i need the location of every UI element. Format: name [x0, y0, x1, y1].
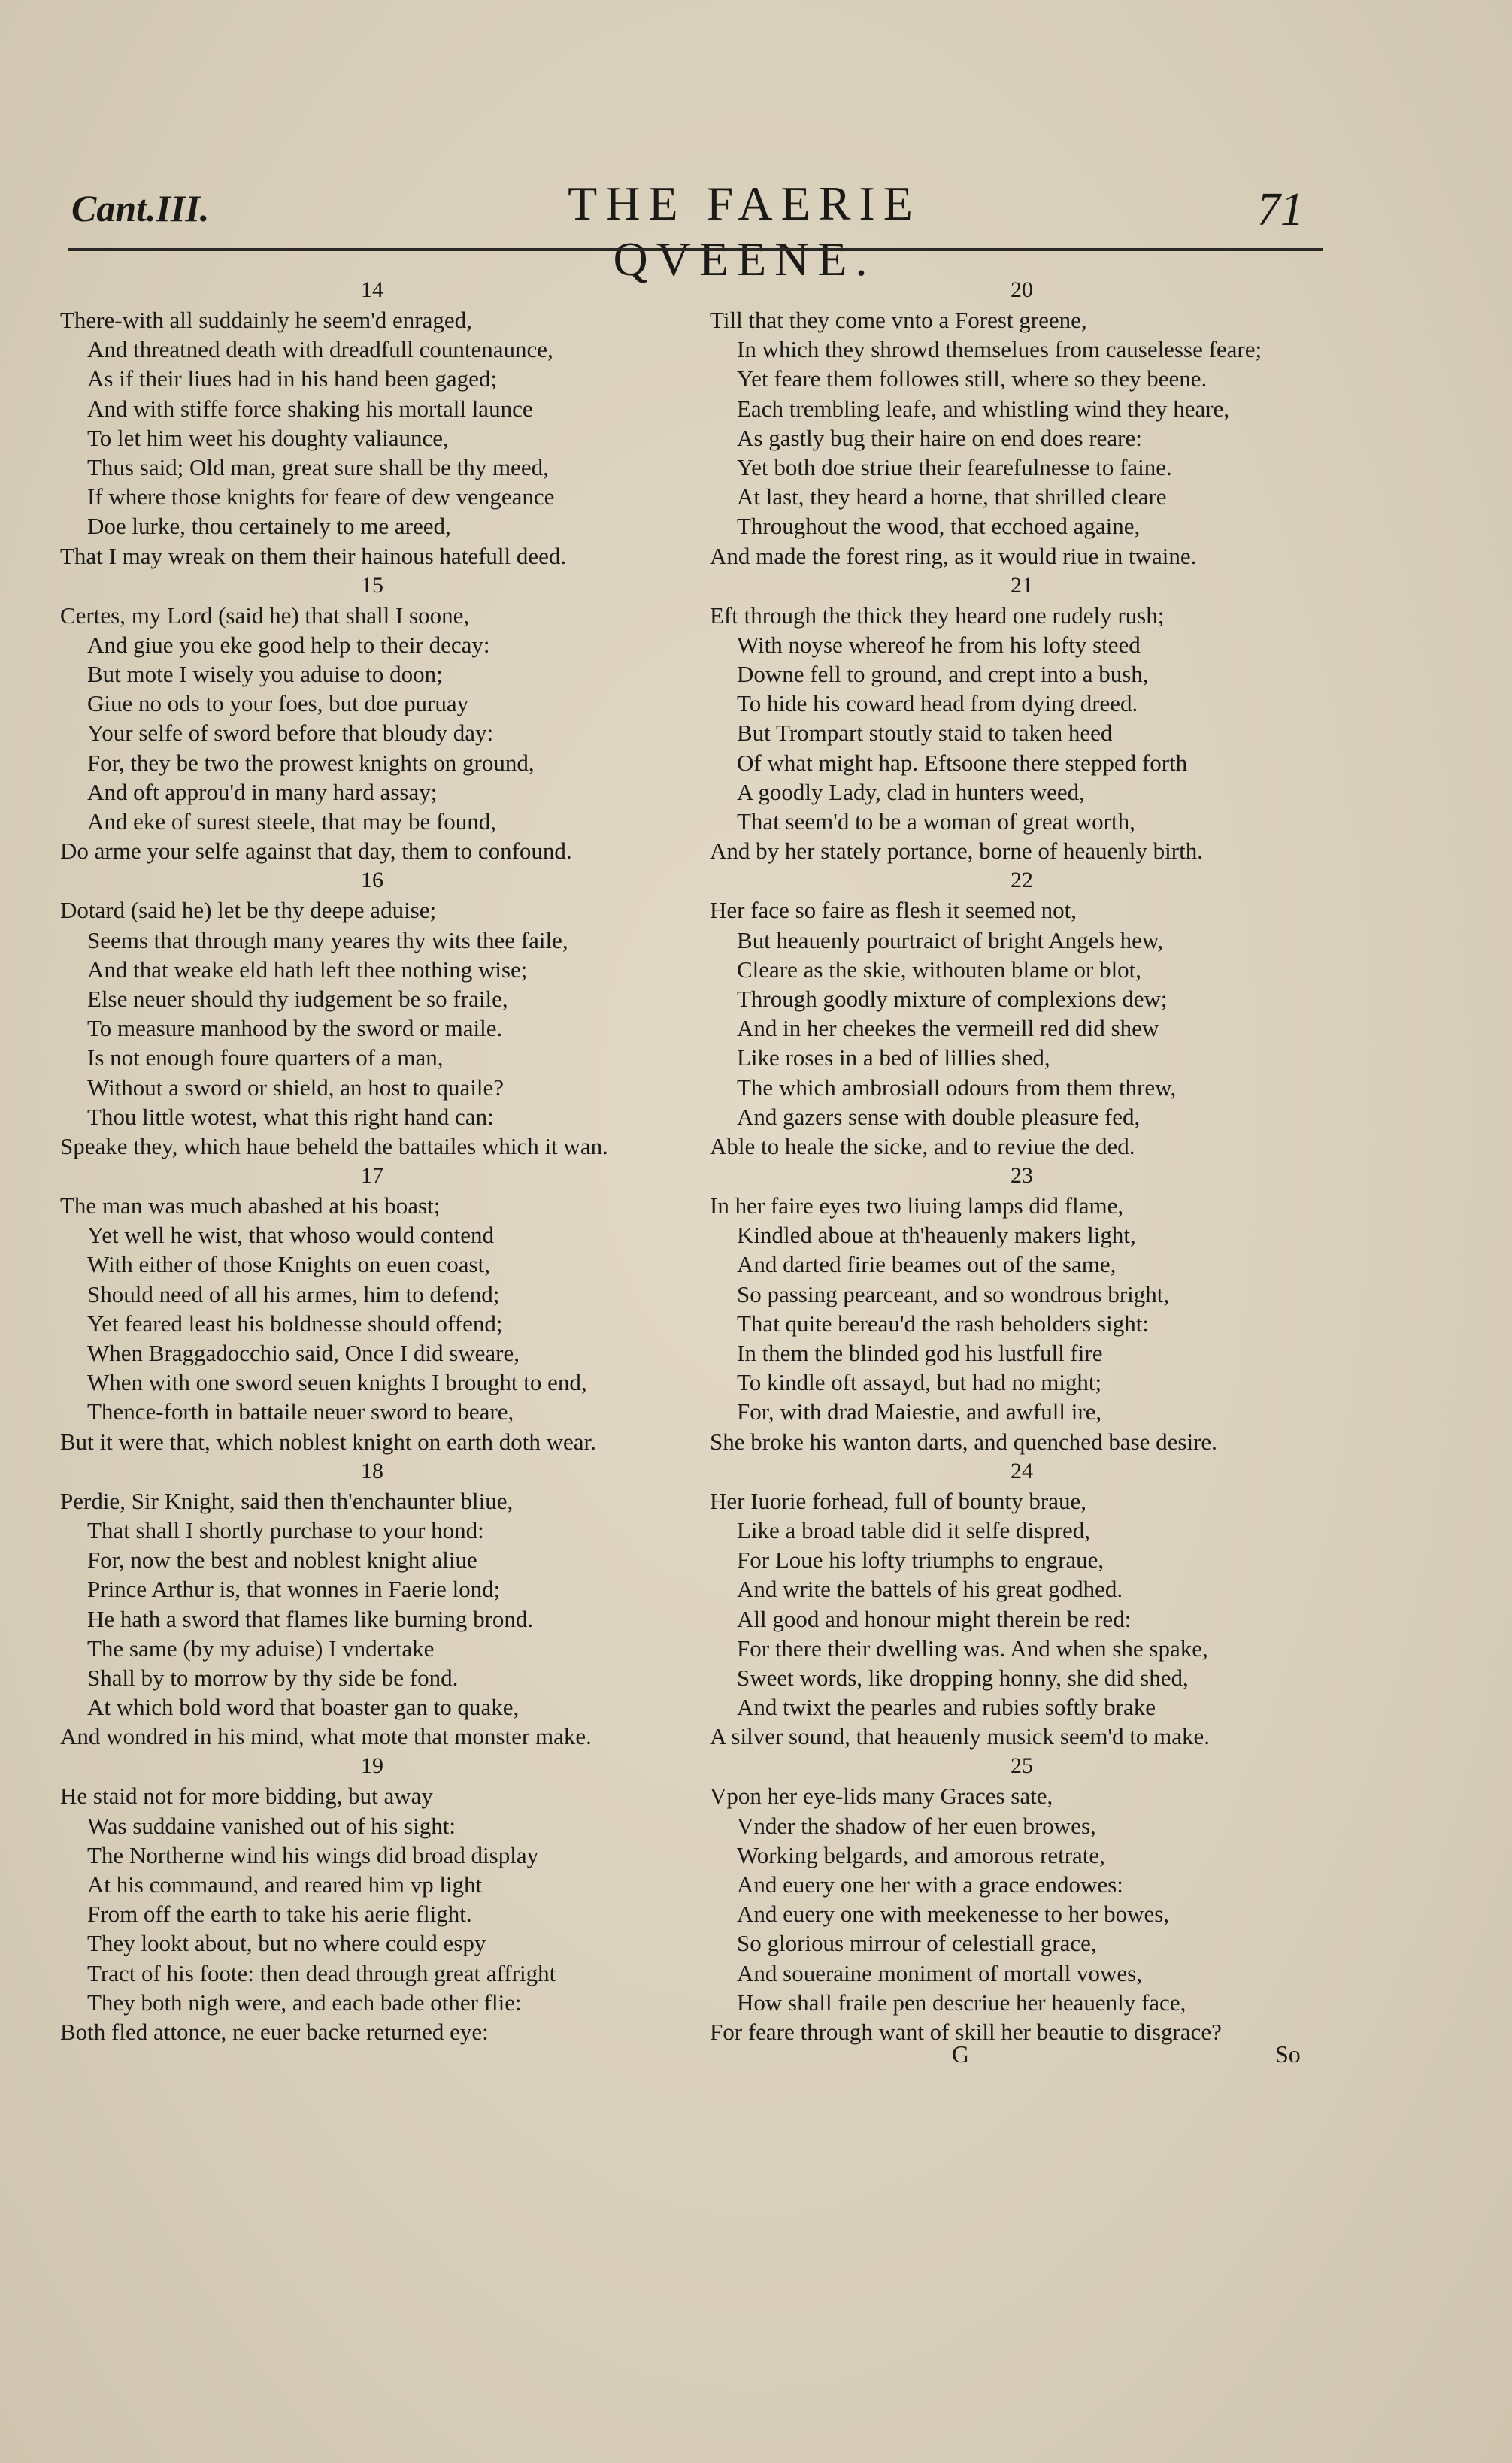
verse-line: Downe fell to ground, and crept into a bush,: [737, 661, 1149, 688]
verse-line: To hide his coward head from dying dreed.: [737, 690, 1138, 717]
catchword: So: [1275, 2040, 1301, 2068]
verse-line: Thou little wotest, what this right hand can:: [87, 1103, 494, 1130]
verse-line: And oft approu'd in many hard assay;: [87, 778, 438, 805]
verse-line: With either of those Knights on euen coast,: [87, 1251, 490, 1278]
verse-line: Thence-forth in battaile neuer sword to beare,: [87, 1398, 514, 1425]
header-rule: [68, 248, 1323, 251]
stanza: [60, 1456, 684, 1752]
verse-line: At last, they heard a horne, that shrilled cleare: [737, 483, 1167, 510]
verse-line: Sweet words, like dropping honny, she did shed,: [737, 1664, 1189, 1691]
verse-line: Yet well he wist, that whoso would contend: [87, 1222, 495, 1249]
verse-line: And darted firie beames out of the same,: [737, 1251, 1117, 1278]
stanza-number: 23: [1011, 1163, 1033, 1189]
stanza: [60, 275, 684, 571]
verse-line: But mote I wisely you aduise to doon;: [87, 661, 443, 688]
stanza: [710, 865, 1334, 1161]
verse-line: Thus said; Old man, great sure shall be thy meed,: [87, 453, 549, 480]
verse-line: But heauenly pourtraict of bright Angels hew,: [737, 926, 1164, 953]
verse-line: For, they be two the prowest knights on ground,: [87, 749, 535, 776]
stanza: [710, 1456, 1334, 1752]
verse-line: Giue no ods to your foes, but doe puruay: [87, 690, 469, 717]
verse-line: At which bold word that boaster gan to quake,: [87, 1694, 520, 1721]
verse-line: Each trembling leafe, and whistling wind they heare,: [737, 395, 1230, 422]
verse-line: Her Iuorie forhead, full of bounty braue,: [710, 1487, 1086, 1514]
verse-line: For feare through want of skill her beautie to disgrace?: [710, 2018, 1222, 2045]
verse-line: Should need of all his armes, him to defend;: [87, 1280, 500, 1307]
verse-line: To kindle oft assayd, but had no might;: [737, 1369, 1102, 1396]
verse-line: As gastly bug their haire on end does reare:: [737, 424, 1142, 451]
verse-line: That shall I shortly purchase to your hond:: [87, 1516, 484, 1544]
verse-line: For, with drad Maiestie, and awfull ire,: [737, 1398, 1102, 1425]
running-header: [0, 173, 1512, 286]
verse-line: Vpon her eye-lids many Graces sate,: [710, 1783, 1053, 1810]
stanza-number: 25: [1011, 1753, 1033, 1779]
verse-line: She broke his wanton darts, and quenched base desire.: [710, 1428, 1217, 1455]
verse-line: If where those knights for feare of dew vengeance: [87, 483, 555, 510]
verse-line: Without a sword or shield, an host to quaile?: [87, 1074, 505, 1101]
stanza-number: 22: [1011, 868, 1033, 893]
stanza-number: 19: [361, 1753, 383, 1779]
verse-line: For Loue his lofty triumphs to engraue,: [737, 1547, 1104, 1574]
verse-line: In them the blinded god his lustfull fire: [737, 1340, 1103, 1366]
stanza-number: 20: [1011, 277, 1033, 302]
page-title: THE FAERIE QVEENE.: [568, 177, 921, 286]
verse-line: And gazers sense with double pleasure fed,: [737, 1103, 1141, 1130]
left-column: [60, 275, 684, 2046]
verse-line: The which ambrosiall odours from them threw,: [737, 1074, 1177, 1101]
verse-line: Working belgards, and amorous retrate,: [737, 1841, 1105, 1868]
verse-line: To let him weet his doughty valiaunce,: [87, 424, 449, 451]
verse-line: Vnder the shadow of her euen browes,: [737, 1812, 1096, 1839]
verse-line: Yet both doe striue their fearefulnesse to faine.: [737, 453, 1172, 480]
verse-line: Shall by to morrow by thy side be fond.: [87, 1664, 459, 1691]
verse-line: There-with all suddainly he seem'd enraged,: [60, 307, 472, 333]
verse-line: In her faire eyes two liuing lamps did flame,: [710, 1192, 1124, 1219]
verse-line: And with stiffe force shaking his mortall launce: [87, 395, 533, 422]
verse-line: For, now the best and noblest knight aliue: [87, 1547, 477, 1574]
verse-line: The man was much abashed at his boast;: [60, 1192, 441, 1219]
verse-line: A silver sound, that heauenly musick seem'd to make.: [710, 1723, 1211, 1750]
verse-line: And twixt the pearles and rubies softly brake: [737, 1694, 1156, 1721]
verse-line: That seem'd to be a woman of great worth,: [737, 808, 1135, 835]
verse-line: Tract of his foote: then dead through great affright: [87, 1959, 556, 1986]
verse-line: Able to heale the sicke, and to reviue the ded.: [710, 1132, 1135, 1159]
verse-line: He staid not for more bidding, but away: [60, 1783, 433, 1810]
verse-line: That quite bereau'd the rash beholders sight:: [737, 1310, 1149, 1337]
stanza: [710, 1161, 1334, 1456]
verse-line: With noyse whereof he from his lofty steed: [737, 631, 1141, 658]
stanza: [60, 1161, 684, 1456]
verse-line: Kindled aboue at th'heauenly makers light,: [737, 1222, 1136, 1249]
stanza-number: 17: [361, 1163, 383, 1189]
verse-line: Both fled attonce, ne euer backe returned eye:: [60, 2018, 489, 2045]
stanza: [710, 275, 1334, 571]
verse-line: Do arme your selfe against that day, them to confound.: [60, 838, 572, 865]
verse-line: For there their dwelling was. And when she spake,: [737, 1634, 1208, 1662]
stanza-number: 14: [361, 277, 383, 302]
stanza-number: 18: [361, 1458, 383, 1483]
stanza: [60, 571, 684, 866]
verse-line: Cleare as the skie, withouten blame or blot,: [737, 956, 1142, 983]
verse-line: Your selfe of sword before that bloudy day:: [87, 720, 494, 747]
verse-line: And wondred in his mind, what mote that monster make.: [60, 1723, 592, 1750]
verse-line: But it were that, which noblest knight on earth doth wear.: [60, 1428, 596, 1455]
page-number: 71: [1257, 184, 1304, 235]
verse-line: From off the earth to take his aerie flight.: [87, 1901, 472, 1928]
verse-line: At his commaund, and reared him vp light: [87, 1871, 483, 1898]
verse-line: And soueraine moniment of mortall vowes,: [737, 1959, 1142, 1986]
verse-line: Speake they, which haue beheld the battailes which it wan.: [60, 1132, 608, 1159]
verse-line: And euery one with meekenesse to her bowes,: [737, 1901, 1170, 1928]
verse-line: Yet feare them followes still, where so they beene.: [737, 365, 1207, 392]
verse-line: A goodly Lady, clad in hunters weed,: [737, 778, 1085, 805]
verse-line: And euery one her with a grace endowes:: [737, 1871, 1123, 1898]
verse-line: Doe lurke, thou certainely to me areed,: [87, 513, 451, 540]
canto-label: Cant.III.: [71, 187, 210, 229]
stanza-number: 24: [1011, 1458, 1033, 1483]
verse-line: And in her cheekes the vermeill red did shew: [737, 1015, 1159, 1042]
signature-mark: G: [952, 2040, 970, 2068]
stanza-number: 21: [1011, 572, 1033, 598]
verse-line: But Trompart stoutly staid to taken heed: [737, 720, 1113, 747]
verse-line: Like roses in a bed of lillies shed,: [737, 1044, 1050, 1071]
verse-line: And by her stately portance, borne of heauenly birth.: [710, 838, 1203, 865]
verse-line: And made the forest ring, as it would riue in twaine.: [710, 542, 1197, 569]
verse-line: Eft through the thick they heard one rudely rush;: [710, 601, 1165, 629]
verse-line: He hath a sword that flames like burning brond.: [87, 1605, 534, 1632]
verse-line: And threatned death with dreadfull countenaunce,: [87, 336, 553, 363]
verse-line: The same (by my aduise) I vndertake: [87, 1634, 435, 1662]
verse-line: Else neuer should thy iudgement be so fraile,: [87, 985, 508, 1012]
right-column: [710, 275, 1334, 2046]
stanza-number: 15: [361, 572, 383, 598]
verse-line: Like a broad table did it selfe dispred,: [737, 1516, 1091, 1544]
verse-line: When Braggadocchio said, Once I did sweare,: [87, 1340, 520, 1366]
verse-line: Throughout the wood, that ecchoed againe,: [737, 513, 1141, 540]
verse-line: To measure manhood by the sword or maile.: [87, 1015, 503, 1042]
verse-line: They both nigh were, and each bade other flie:: [87, 1989, 522, 2016]
verse-line: Of what might hap. Eftsoone there stepped forth: [737, 749, 1188, 776]
verse-line: Yet feared least his boldnesse should offend;: [87, 1310, 503, 1337]
verse-line: Through goodly mixture of complexions dew;: [737, 985, 1168, 1012]
stanza: [60, 865, 684, 1161]
verse-line: Seems that through many yeares thy wits thee faile,: [87, 926, 568, 953]
verse-line: The Northerne wind his wings did broad display: [87, 1841, 539, 1868]
page-footer: [710, 2040, 1334, 2071]
verse-line: Prince Arthur is, that wonnes in Faerie lond;: [87, 1576, 501, 1603]
verse-line: Dotard (said he) let be thy deepe aduise;: [60, 897, 437, 924]
verse-line: Certes, my Lord (said he) that shall I soone,: [60, 601, 470, 629]
verse-line: And that weake eld hath left thee nothing wise;: [87, 956, 528, 983]
stanza: [710, 1751, 1334, 2046]
verse-line: Till that they come vnto a Forest greene,: [710, 307, 1087, 333]
verse-line: Was suddaine vanished out of his sight:: [87, 1812, 456, 1839]
verse-line: All good and honour might therein be red:: [737, 1605, 1132, 1632]
verse-line: How shall fraile pen descriue her heauenly face,: [737, 1989, 1186, 2016]
verse-line: And eke of surest steele, that may be found,: [87, 808, 497, 835]
verse-line: Perdie, Sir Knight, said then th'enchaunter bliue,: [60, 1487, 514, 1514]
verse-line: So glorious mirrour of celestiall grace,: [737, 1930, 1097, 1957]
verse-line: They lookt about, but no where could espy: [87, 1930, 486, 1957]
stanza-number: 16: [361, 868, 383, 893]
verse-line: Her face so faire as flesh it seemed not,: [710, 897, 1077, 924]
verse-line: And giue you eke good help to their decay:: [87, 631, 490, 658]
verse-line: And write the battels of his great godhed.: [737, 1576, 1123, 1603]
stanza: [60, 1751, 684, 2046]
verse-line: That I may wreak on them their hainous hatefull deed.: [60, 542, 567, 569]
verse-line: When with one sword seuen knights I brought to end,: [87, 1369, 587, 1396]
verse-line: As if their liues had in his hand been gaged;: [87, 365, 497, 392]
verse-line: So passing pearceant, and so wondrous bright,: [737, 1280, 1170, 1307]
stanza: [710, 571, 1334, 866]
verse-line: Is not enough foure quarters of a man,: [87, 1044, 444, 1071]
verse-line: In which they shrowd themselues from causelesse feare;: [737, 336, 1262, 363]
